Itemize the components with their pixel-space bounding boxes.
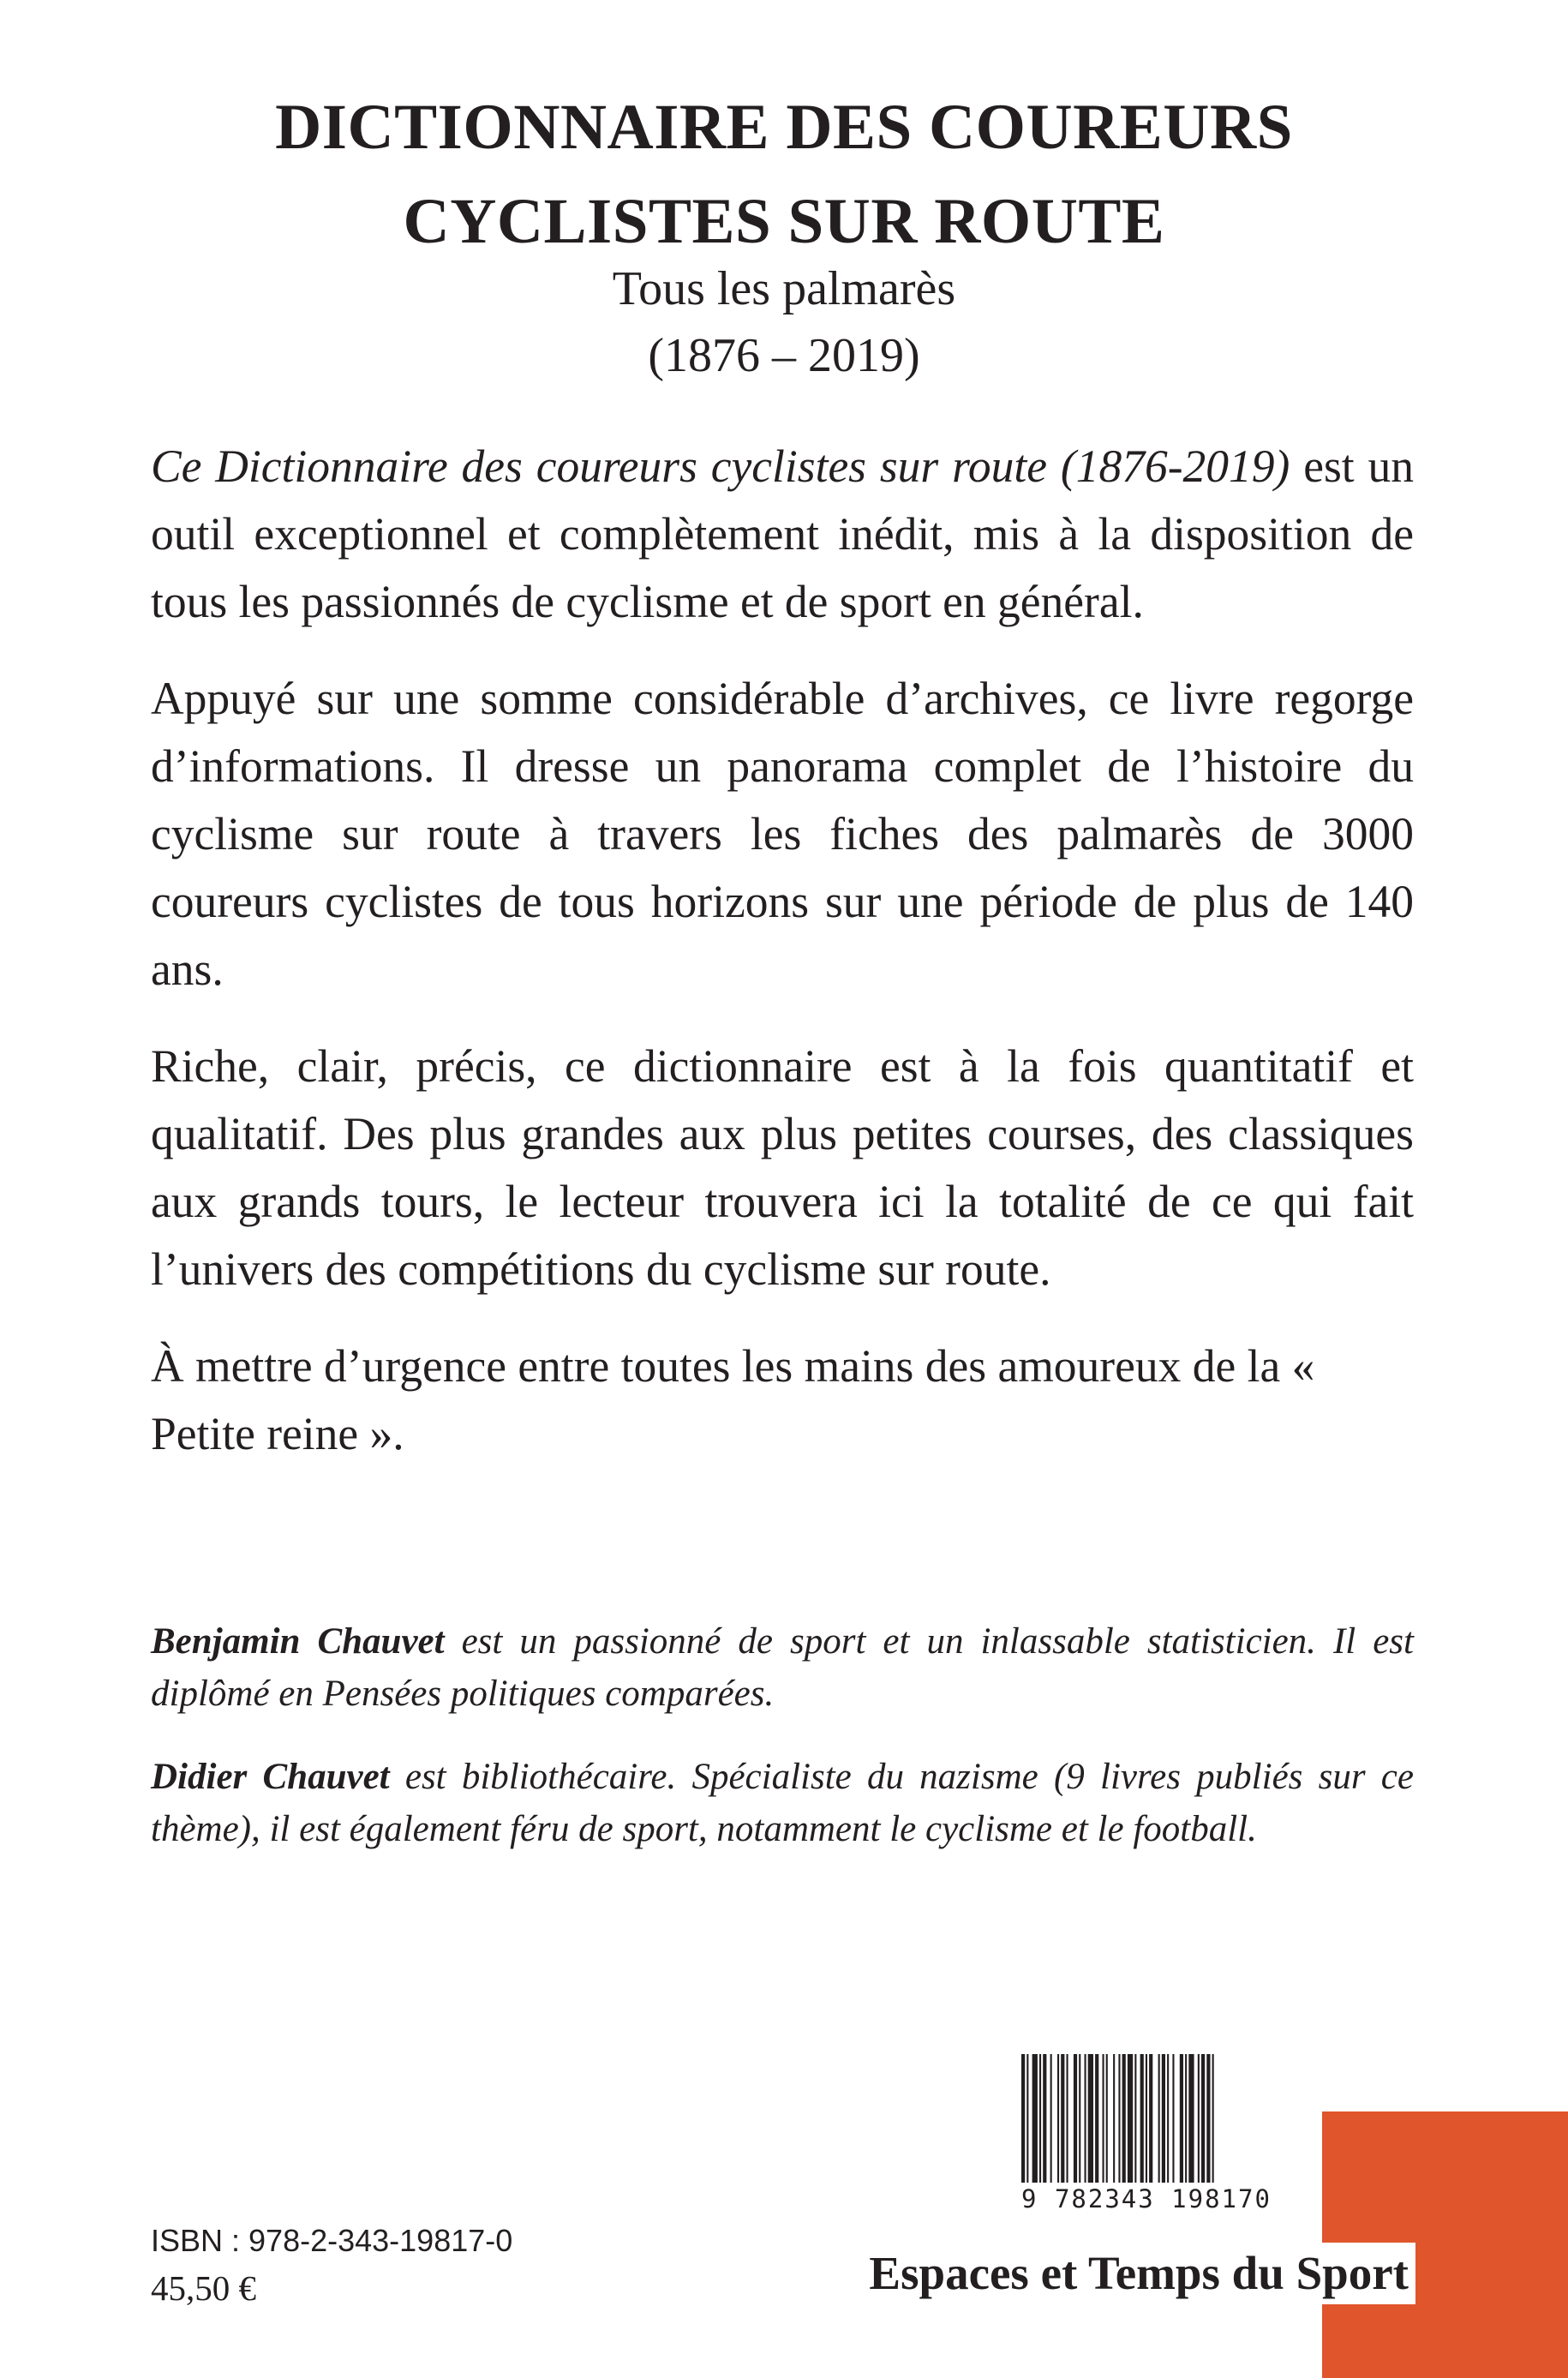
isbn-number: ISBN : 978-2-343-19817-0 bbox=[151, 2223, 513, 2258]
barcode-bar bbox=[1134, 2054, 1136, 2183]
barcode-bar bbox=[1067, 2054, 1068, 2183]
barcode-bars-icon bbox=[1018, 2054, 1275, 2183]
description-book-title-italic: Ce Dictionnaire des coureurs cyclistes sur route (1876-2019) bbox=[151, 440, 1290, 492]
barcode-bar bbox=[1149, 2054, 1152, 2183]
barcode-bar bbox=[1079, 2054, 1080, 2183]
barcode-bar bbox=[1032, 2054, 1038, 2183]
barcode-bar bbox=[1021, 2054, 1025, 2183]
barcode-bar bbox=[1061, 2054, 1064, 2183]
barcode-bar bbox=[1162, 2054, 1165, 2183]
book-title-line-2: CYCLISTES SUR ROUTE bbox=[403, 186, 1165, 257]
barcode-bar bbox=[1146, 2054, 1147, 2183]
barcode-bar bbox=[1185, 2054, 1187, 2183]
author-1-bio-text: est un passionné de sport et un inlassable statisticien. Il est diplômé en Pensées politiques comparées. bbox=[151, 1621, 1414, 1714]
barcode-bar bbox=[1140, 2054, 1144, 2183]
price: 45,50 € bbox=[151, 2268, 256, 2308]
barcode-bar bbox=[1050, 2054, 1052, 2183]
book-subtitle bbox=[0, 255, 1568, 389]
barcode-digits: 9 782343 198170 bbox=[1021, 2184, 1272, 2213]
author-bio-1 bbox=[151, 1615, 1414, 1720]
barcode-bar bbox=[1085, 2054, 1086, 2183]
author-bios bbox=[151, 1615, 1414, 1886]
book-title-line-1: DICTIONNAIRE DES COUREURS bbox=[275, 92, 1293, 163]
barcode-bar bbox=[1167, 2054, 1169, 2183]
barcode-bar bbox=[1188, 2054, 1194, 2183]
barcode-bar bbox=[1122, 2054, 1126, 2183]
barcode-bar bbox=[1113, 2054, 1115, 2183]
author-2-bio-text: est bibliothécaire. Spécialiste du nazisme (9 livres publiés sur ce thème), il est également féru de sport, notamment le cyclisme et le football. bbox=[151, 1757, 1414, 1849]
barcode-bar bbox=[1201, 2054, 1205, 2183]
barcode-bar bbox=[1103, 2054, 1104, 2183]
series-name: Espaces et Temps du Sport bbox=[744, 2243, 1415, 2304]
subtitle-line-1: Tous les palmarès bbox=[612, 262, 956, 315]
barcode-bar bbox=[1198, 2054, 1200, 2183]
description-paragraph-3: Riche, clair, précis, ce dictionnaire est à la fois quantitatif et qualitatif. Des plus grandes aux plus petites courses, des classiques aux grands tours, le lecteur trouvera ici la totalité de ce qui fait l’univers des compétitions du cyclisme sur route. bbox=[151, 1040, 1414, 1295]
barcode-bar bbox=[1043, 2054, 1046, 2183]
isbn-barcode bbox=[1018, 2054, 1275, 2221]
author-2-name: Didier Chauvet bbox=[151, 1757, 390, 1797]
barcode-bar bbox=[1212, 2054, 1214, 2183]
barcode-bar bbox=[1057, 2054, 1059, 2183]
author-1-name: Benjamin Chauvet bbox=[151, 1621, 445, 1662]
barcode-bar bbox=[1206, 2054, 1210, 2183]
barcode-bar bbox=[1172, 2054, 1174, 2183]
subtitle-date-range: (1876 – 2019) bbox=[648, 329, 920, 382]
barcode-bar bbox=[1180, 2054, 1183, 2183]
description-paragraph-4: À mettre d’urgence entre toutes les mains des amoureux de la « Petite reine ». bbox=[151, 1340, 1315, 1459]
barcode-bar bbox=[1128, 2054, 1133, 2183]
book-description bbox=[151, 433, 1414, 1497]
barcode-bar bbox=[1039, 2054, 1041, 2183]
description-paragraph-1 bbox=[151, 433, 1414, 636]
description-paragraph-2: Appuyé sur une somme considérable d’archives, ce livre regorge d’informations. Il dresse un panorama complet de l’histoire du cyclisme sur route à travers les fiches des palmarès de 3000 coureurs cyclistes de tous horizons sur une période de plus de 140 ans. bbox=[151, 673, 1414, 995]
barcode-bar bbox=[1026, 2054, 1028, 2183]
description-paragraph-1-text: est un outil exceptionnel et complètement inédit, mis à la disposition de tous les passionnés de cyclisme et de sport en général. bbox=[151, 440, 1414, 627]
barcode-bar bbox=[1158, 2054, 1160, 2183]
barcode-bar bbox=[1095, 2054, 1098, 2183]
barcode-bar bbox=[1118, 2054, 1120, 2183]
book-title bbox=[0, 81, 1568, 269]
barcode-bar bbox=[1106, 2054, 1108, 2183]
author-bio-2 bbox=[151, 1751, 1414, 1855]
barcode-bar bbox=[1074, 2054, 1077, 2183]
barcode-bar bbox=[1088, 2054, 1093, 2183]
